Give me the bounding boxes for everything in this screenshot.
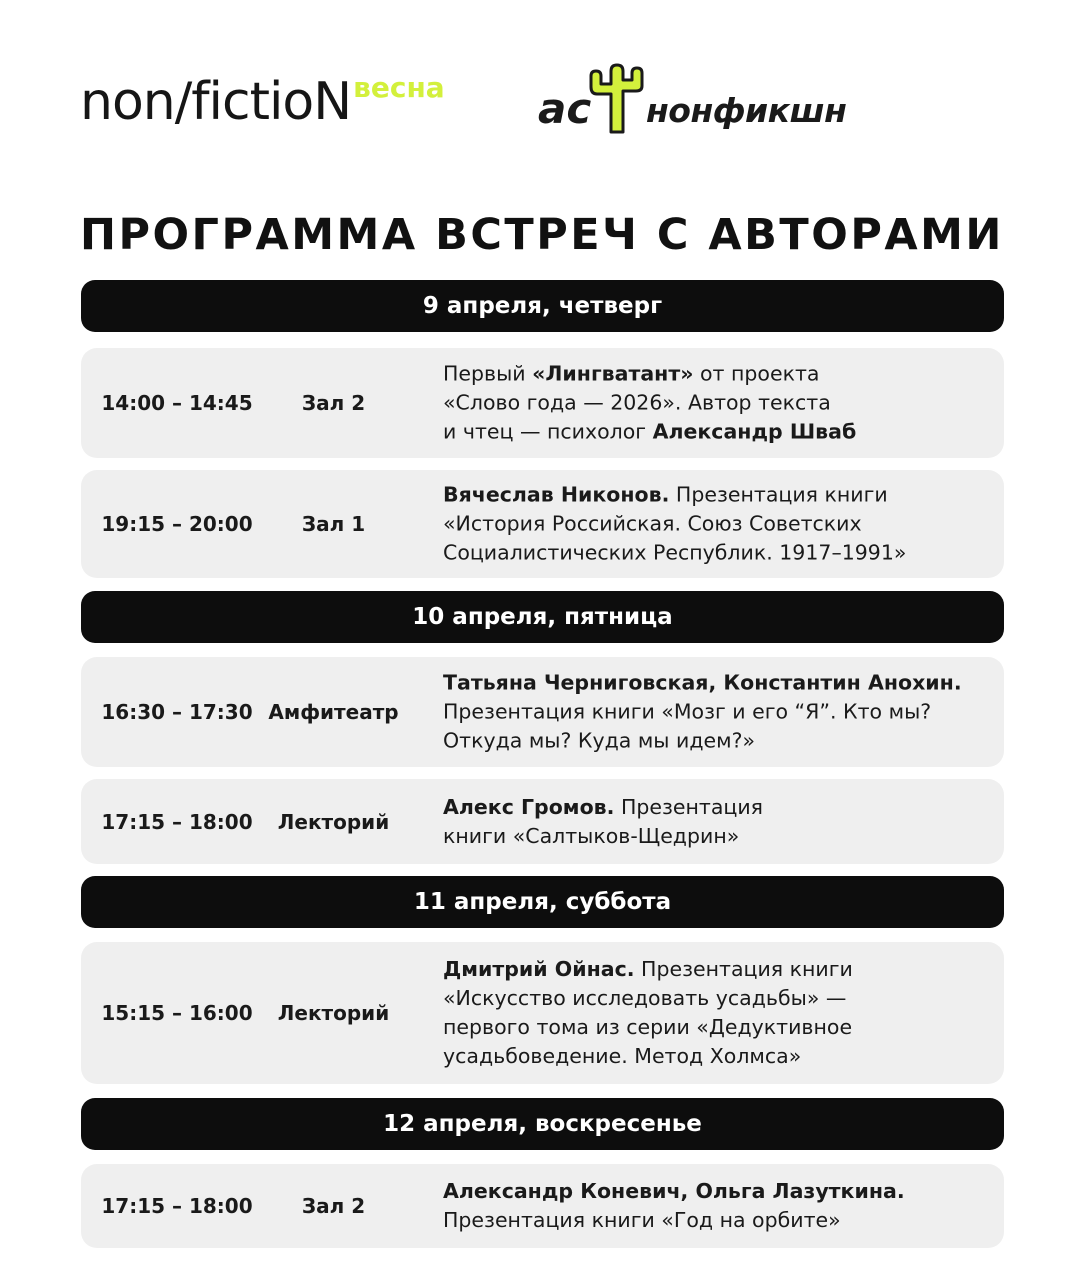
text-run: Презентация книги: [634, 957, 853, 981]
bold-text: Дмитрий Ойнас.: [443, 957, 635, 981]
description-line: [443, 698, 998, 727]
bold-text: Алекс Громов.: [443, 794, 615, 819]
event-card: [81, 657, 1004, 767]
text-run: от проекта: [693, 361, 820, 386]
text-run: Презентация книги «Мозг и его “Я”. Кто мы?: [443, 699, 932, 724]
description-line: [443, 984, 998, 1013]
nonfiction-logo: [80, 71, 445, 132]
event-card: [81, 942, 1004, 1084]
event-card: [81, 348, 1004, 458]
bold-text: «Лингватант»: [532, 361, 694, 386]
event-hall: Зал 2: [301, 1194, 366, 1218]
description-line: [443, 1177, 998, 1206]
description-line: [443, 510, 998, 539]
description-line: [443, 1013, 998, 1042]
event-hall: Лекторий: [277, 809, 390, 834]
event-card: [81, 1164, 1004, 1248]
day-header-apr-11: 11 апреля, суббота: [81, 876, 1004, 928]
nonfiction-logo-text: non/fictioN: [80, 72, 352, 132]
text-run: Откуда мы? Куда мы идем?»: [443, 728, 755, 753]
event-description: [443, 481, 998, 568]
text-run: «История Российская. Союз Советских: [443, 511, 862, 536]
description-line: [443, 360, 998, 389]
text-run: «Искусство исследовать усадьбы» —: [443, 986, 847, 1010]
bold-text: Александр Шваб: [652, 419, 857, 444]
event-time: 17:15 – 18:00: [101, 809, 253, 834]
bold-text: Татьяна Черниговская, Константин Анохин.: [443, 670, 962, 695]
event-description: [443, 360, 998, 447]
description-line: [443, 955, 998, 984]
description-line: [443, 418, 998, 447]
text-run: Презентация книги «Год на орбите»: [443, 1208, 841, 1232]
event-description: [443, 955, 998, 1071]
event-time: 17:15 – 18:00: [101, 1194, 253, 1218]
description-line: [443, 669, 998, 698]
event-hall: Лекторий: [277, 1001, 390, 1025]
day-header-apr-9: 9 апреля, четверг: [81, 280, 1004, 332]
event-time: 16:30 – 17:30: [101, 700, 253, 724]
event-hall: Зал 2: [301, 391, 366, 415]
event-time: 15:15 – 16:00: [101, 1001, 253, 1025]
day-header-apr-12: 12 апреля, воскресенье: [81, 1098, 1004, 1150]
description-line: [443, 793, 998, 822]
description-line: [443, 481, 998, 510]
event-card: [81, 470, 1004, 578]
event-description: [443, 793, 998, 851]
day-header-apr-10: 10 апреля, пятница: [81, 591, 1004, 643]
bold-text: Вячеслав Никонов.: [443, 482, 670, 507]
event-time: 19:15 – 20:00: [101, 512, 253, 536]
event-description: [443, 669, 998, 756]
text-run: книги «Салтыков-Щедрин»: [443, 823, 740, 848]
ast-nonfiction-logo: [538, 62, 847, 138]
ast-logo-suffix: нонфикшн: [646, 91, 847, 130]
description-line: [443, 727, 998, 756]
description-line: [443, 389, 998, 418]
vesna-superscript: весна: [353, 71, 445, 104]
text-run: Презентация книги: [669, 482, 888, 507]
page-title: ПРОГРАММА ВСТРЕЧ С АВТОРАМИ: [80, 210, 1004, 260]
text-run: «Слово года — 2026». Автор текста: [443, 390, 831, 415]
event-description: [443, 1177, 998, 1235]
description-line: [443, 822, 998, 851]
text-run: и чтец — психолог: [443, 419, 653, 444]
text-run: первого тома из серии «Дедуктивное: [443, 1015, 853, 1039]
cactus-icon: [586, 62, 648, 134]
text-run: Социалистических Республик. 1917–1991»: [443, 540, 907, 565]
description-line: [443, 1206, 998, 1235]
text-run: Первый: [443, 361, 533, 386]
description-line: [443, 539, 998, 568]
event-card: [81, 779, 1004, 864]
description-line: [443, 1042, 998, 1071]
bold-text: Александр Коневич, Ольга Лазуткина.: [443, 1179, 905, 1203]
ast-logo-prefix: ас: [538, 84, 592, 133]
event-hall: Зал 1: [301, 512, 366, 536]
text-run: усадьбоведение. Метод Холмса»: [443, 1044, 802, 1068]
event-time: 14:00 – 14:45: [101, 391, 253, 415]
event-hall: Амфитеатр: [268, 700, 399, 724]
text-run: Презентация: [614, 794, 764, 819]
